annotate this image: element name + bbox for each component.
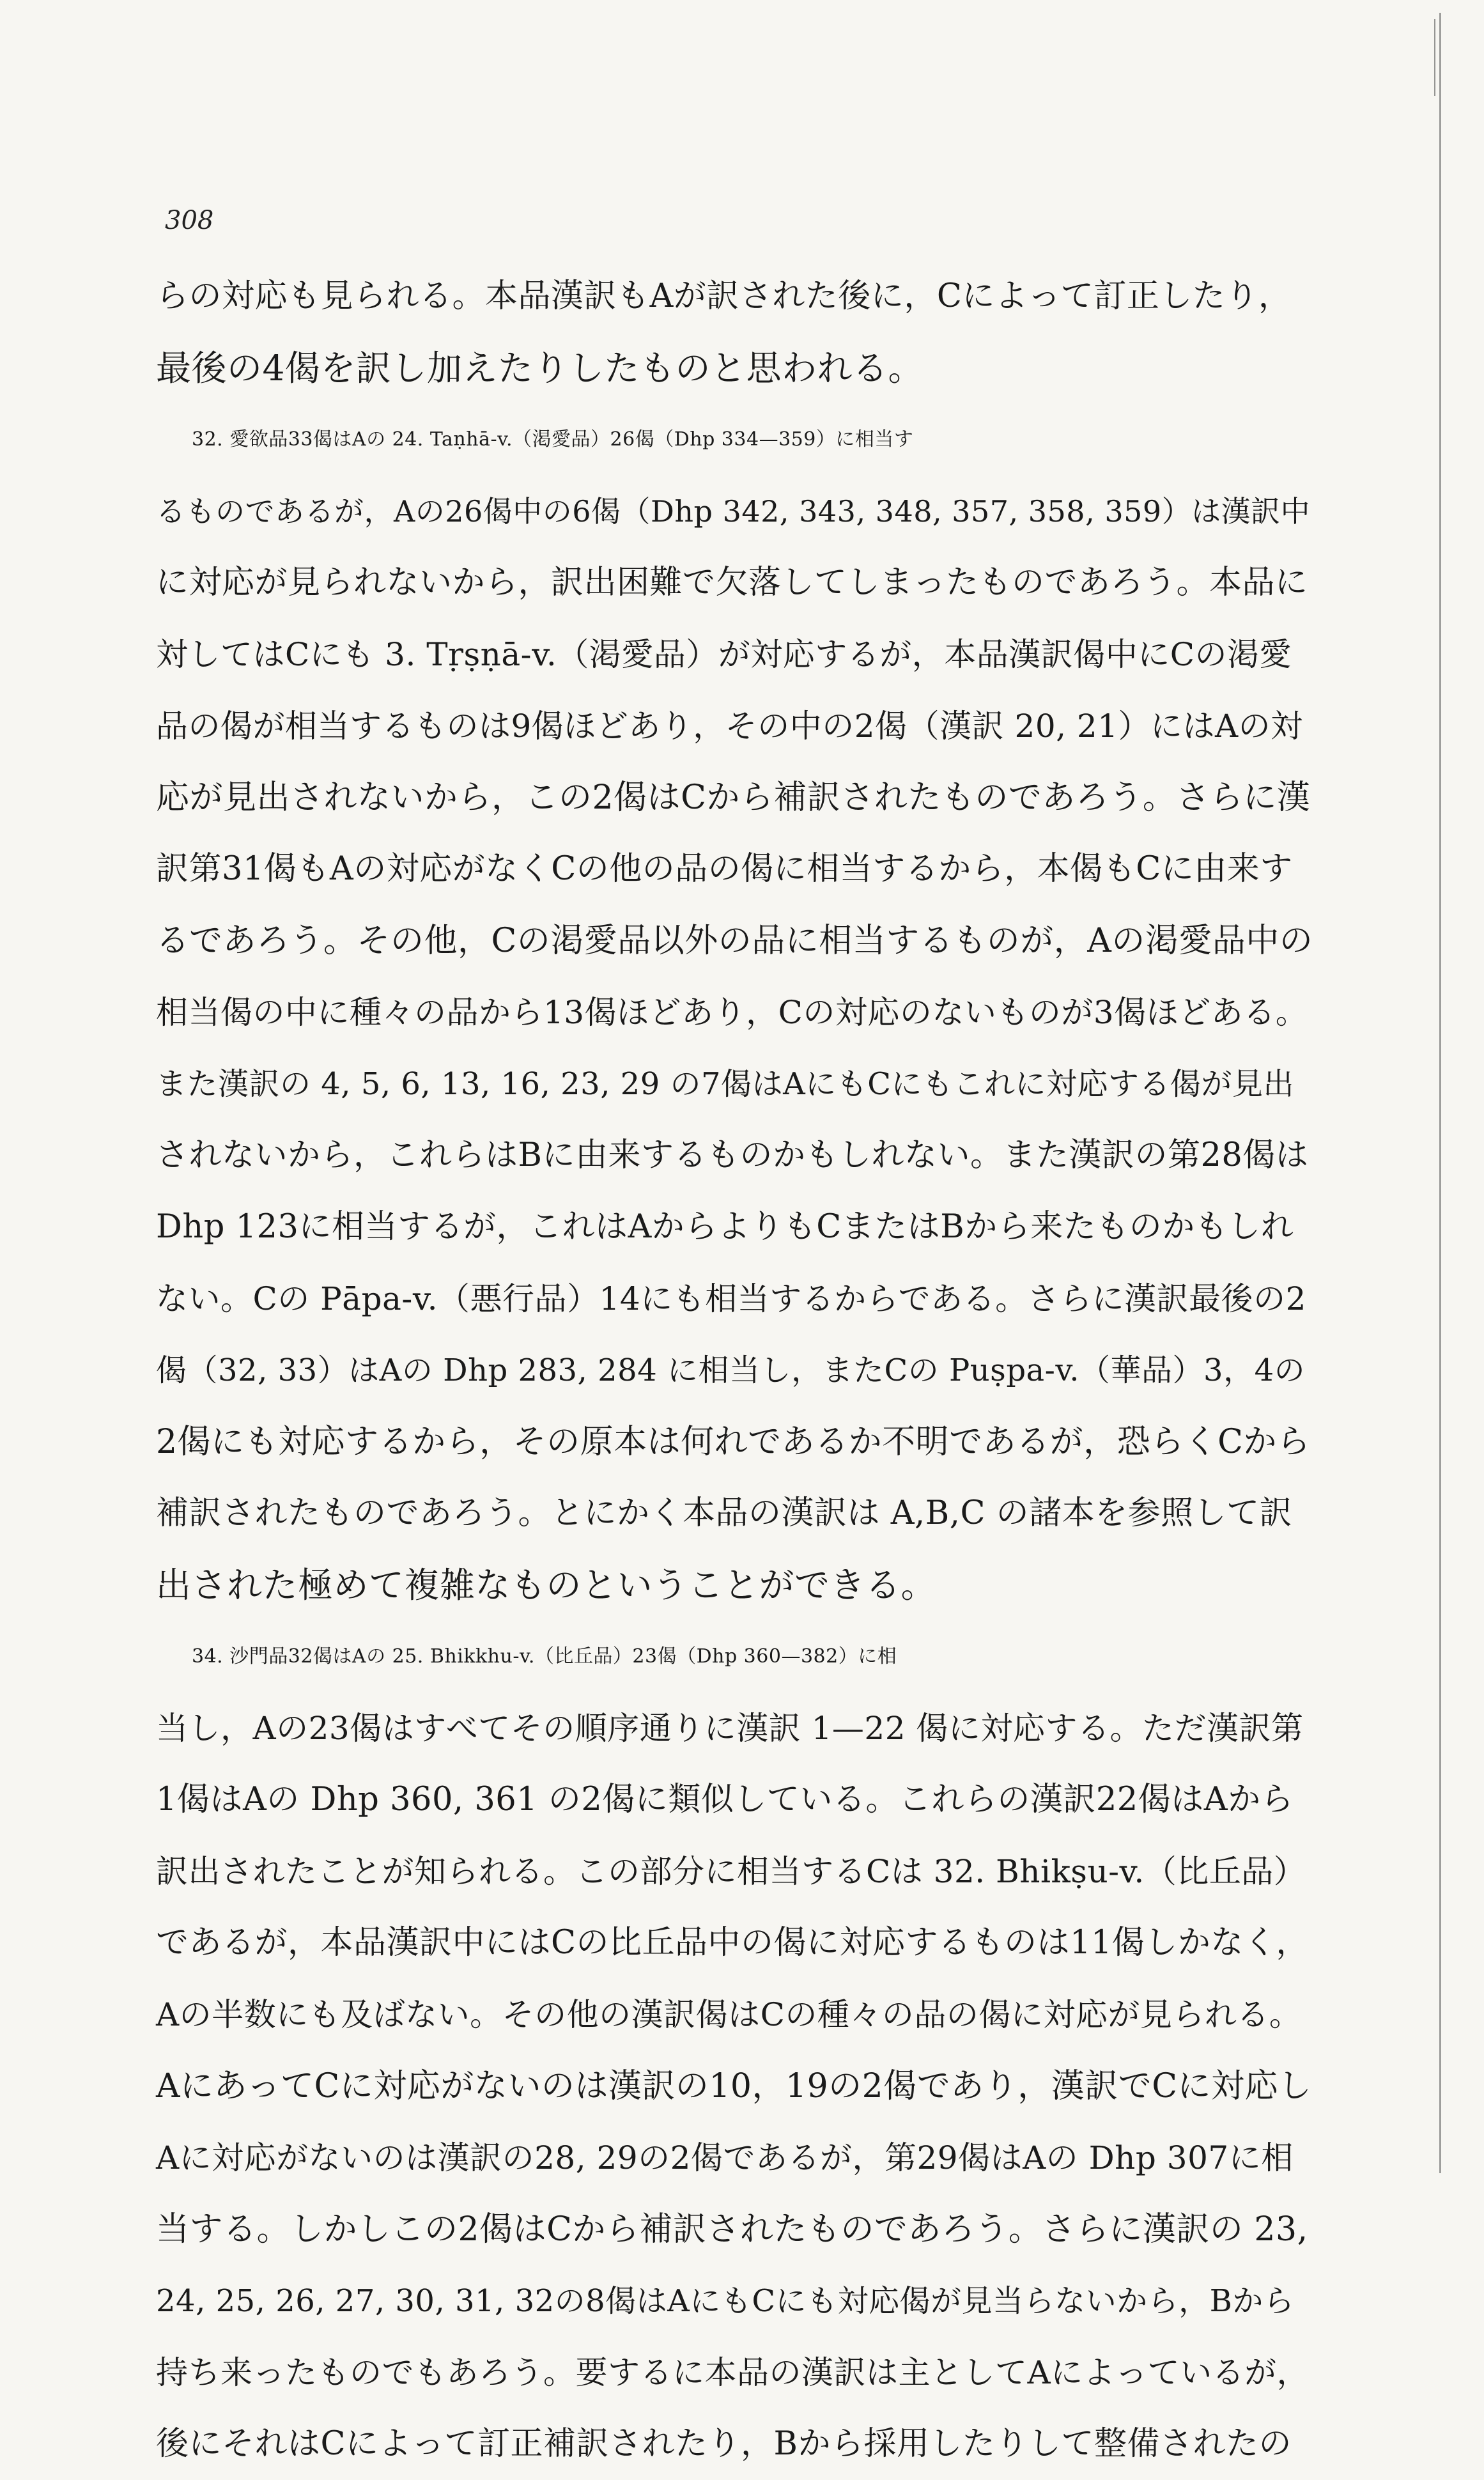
text-line: Aに対応がないのは漢訳の28, 29の2偈であるが，第29偈はAの Dhp 307に相 bbox=[156, 2139, 1294, 2176]
text-line: 当し，Aの23偈はすべてその順序通りに漢訳 1—22 偈に対応する。ただ漢訳第 bbox=[156, 1710, 1304, 1747]
text-line: 相当偈の中に種々の品から13偈ほどあり，Cの対応のないものが3偈ほどある。 bbox=[156, 994, 1308, 1031]
scan-edge-line bbox=[1439, 13, 1441, 2173]
text-line: であるが，本品漢訳中にはCの比丘品中の偈に対応するものは11偈しかなく， bbox=[156, 1924, 1309, 1962]
text-line: 最後の4偈を訳し加えたりしたものと思われる。 bbox=[156, 348, 924, 389]
text-line: 対してはCにも 3. Tṛṣṇā-v.（渇愛品）が対応するが，本品漢訳偈中にCの渇愛 bbox=[156, 636, 1292, 673]
text-line: Aの半数にも及ばない。その他の漢訳偈はCの種々の品の偈に対応が見られる。 bbox=[156, 1996, 1302, 2033]
text-line: ない。Cの Pāpa-v.（悪行品）14にも相当するからである。さらに漢訳最後の2 bbox=[156, 1280, 1306, 1317]
text-line: 後にそれはCによって訂正補訳されたり，Bから採用したりして整備されたの bbox=[156, 2425, 1292, 2463]
body-text bbox=[156, 261, 1313, 2480]
text-line: 応が見出されないから，この2偈はCから補訳されたものであろう。さらに漢 bbox=[156, 779, 1311, 817]
text-line: 品の偈が相当するものは9偈ほどあり，その中の2偈（漢訳 20, 21）にはAの対 bbox=[156, 708, 1303, 745]
text-line: 24, 25, 26, 27, 30, 31, 32の8偈はAにもCにも対応偈が見当らないから，Bから bbox=[156, 2283, 1295, 2319]
text-line: AにあってCに対応がないのは漢訳の10，19の2偈であり，漢訳でCに対応し bbox=[156, 2067, 1312, 2105]
text-line: 出された極めて複雑なものということができる。 bbox=[156, 1565, 937, 1606]
page-number: 308 bbox=[165, 206, 214, 235]
text-line: 32. 愛欲品33偈はAの 24. Taṇhā-v.（渇愛品）26偈（Dhp 334—359）に相当す bbox=[192, 428, 914, 451]
scan-edge-mark bbox=[1434, 19, 1435, 96]
text-line: 訳出されたことが知られる。この部分に相当するCは 32. Bhikṣu-v.（比丘品） bbox=[156, 1853, 1306, 1890]
text-line: るであろう。その他，Cの渇愛品以外の品に相当するものが，Aの渇愛品中の bbox=[156, 922, 1313, 960]
text-line: 1偈はAの Dhp 360, 361 の2偈に類似している。これらの漢訳22偈はAから bbox=[156, 1781, 1294, 1818]
text-line: また漢訳の 4, 5, 6, 13, 16, 23, 29 の7偈はAにもCにもこれに対応する偈が見出 bbox=[156, 1066, 1294, 1102]
text-line: るものであるが，Aの26偈中の6偈（Dhp 342, 343, 348, 357, 358, 359）は漢訳中 bbox=[156, 494, 1311, 529]
text-line: に対応が見られないから，訳出困難で欠落してしまったものであろう。本品に bbox=[156, 564, 1308, 601]
text-line: 偈（32, 33）はAの Dhp 283, 284 に相当し，またCの Puṣpa-v.（華品）3，4の bbox=[156, 1352, 1306, 1388]
text-line: らの対応も見られる。本品漢訳もAが訳された後に，Cによって訂正したり， bbox=[156, 277, 1292, 315]
text-line: 当する。しかしこの2偈はCから補訳されたものであろう。さらに漢訳の 23, bbox=[156, 2210, 1308, 2249]
text-line: されないから，これらはBに由来するものかもしれない。また漢訳の第28偈は bbox=[156, 1136, 1309, 1174]
text-line: 34. 沙門品32偈はAの 25. Bhikkhu-v.（比丘品）23偈（Dhp 360—382）に相 bbox=[192, 1645, 897, 1668]
text-line: Dhp 123に相当するが，これはAからよりもCまたはBから来たものかもしれ bbox=[156, 1208, 1294, 1246]
text-line: 補訳されたものであろう。とにかく本品の漢訳は A,B,C の諸本を参照して訳 bbox=[156, 1494, 1293, 1532]
text-line: 2偈にも対応するから，その原本は何れであるか不明であるが，恐らくCから bbox=[156, 1423, 1311, 1461]
text-line: 持ち来ったものでもあろう。要するに本品の漢訳は主としてAによっているが， bbox=[156, 2354, 1310, 2391]
text-line: 訳第31偈もAの対応がなくCの他の品の偈に相当するから，本偈もCに由来す bbox=[156, 850, 1293, 888]
